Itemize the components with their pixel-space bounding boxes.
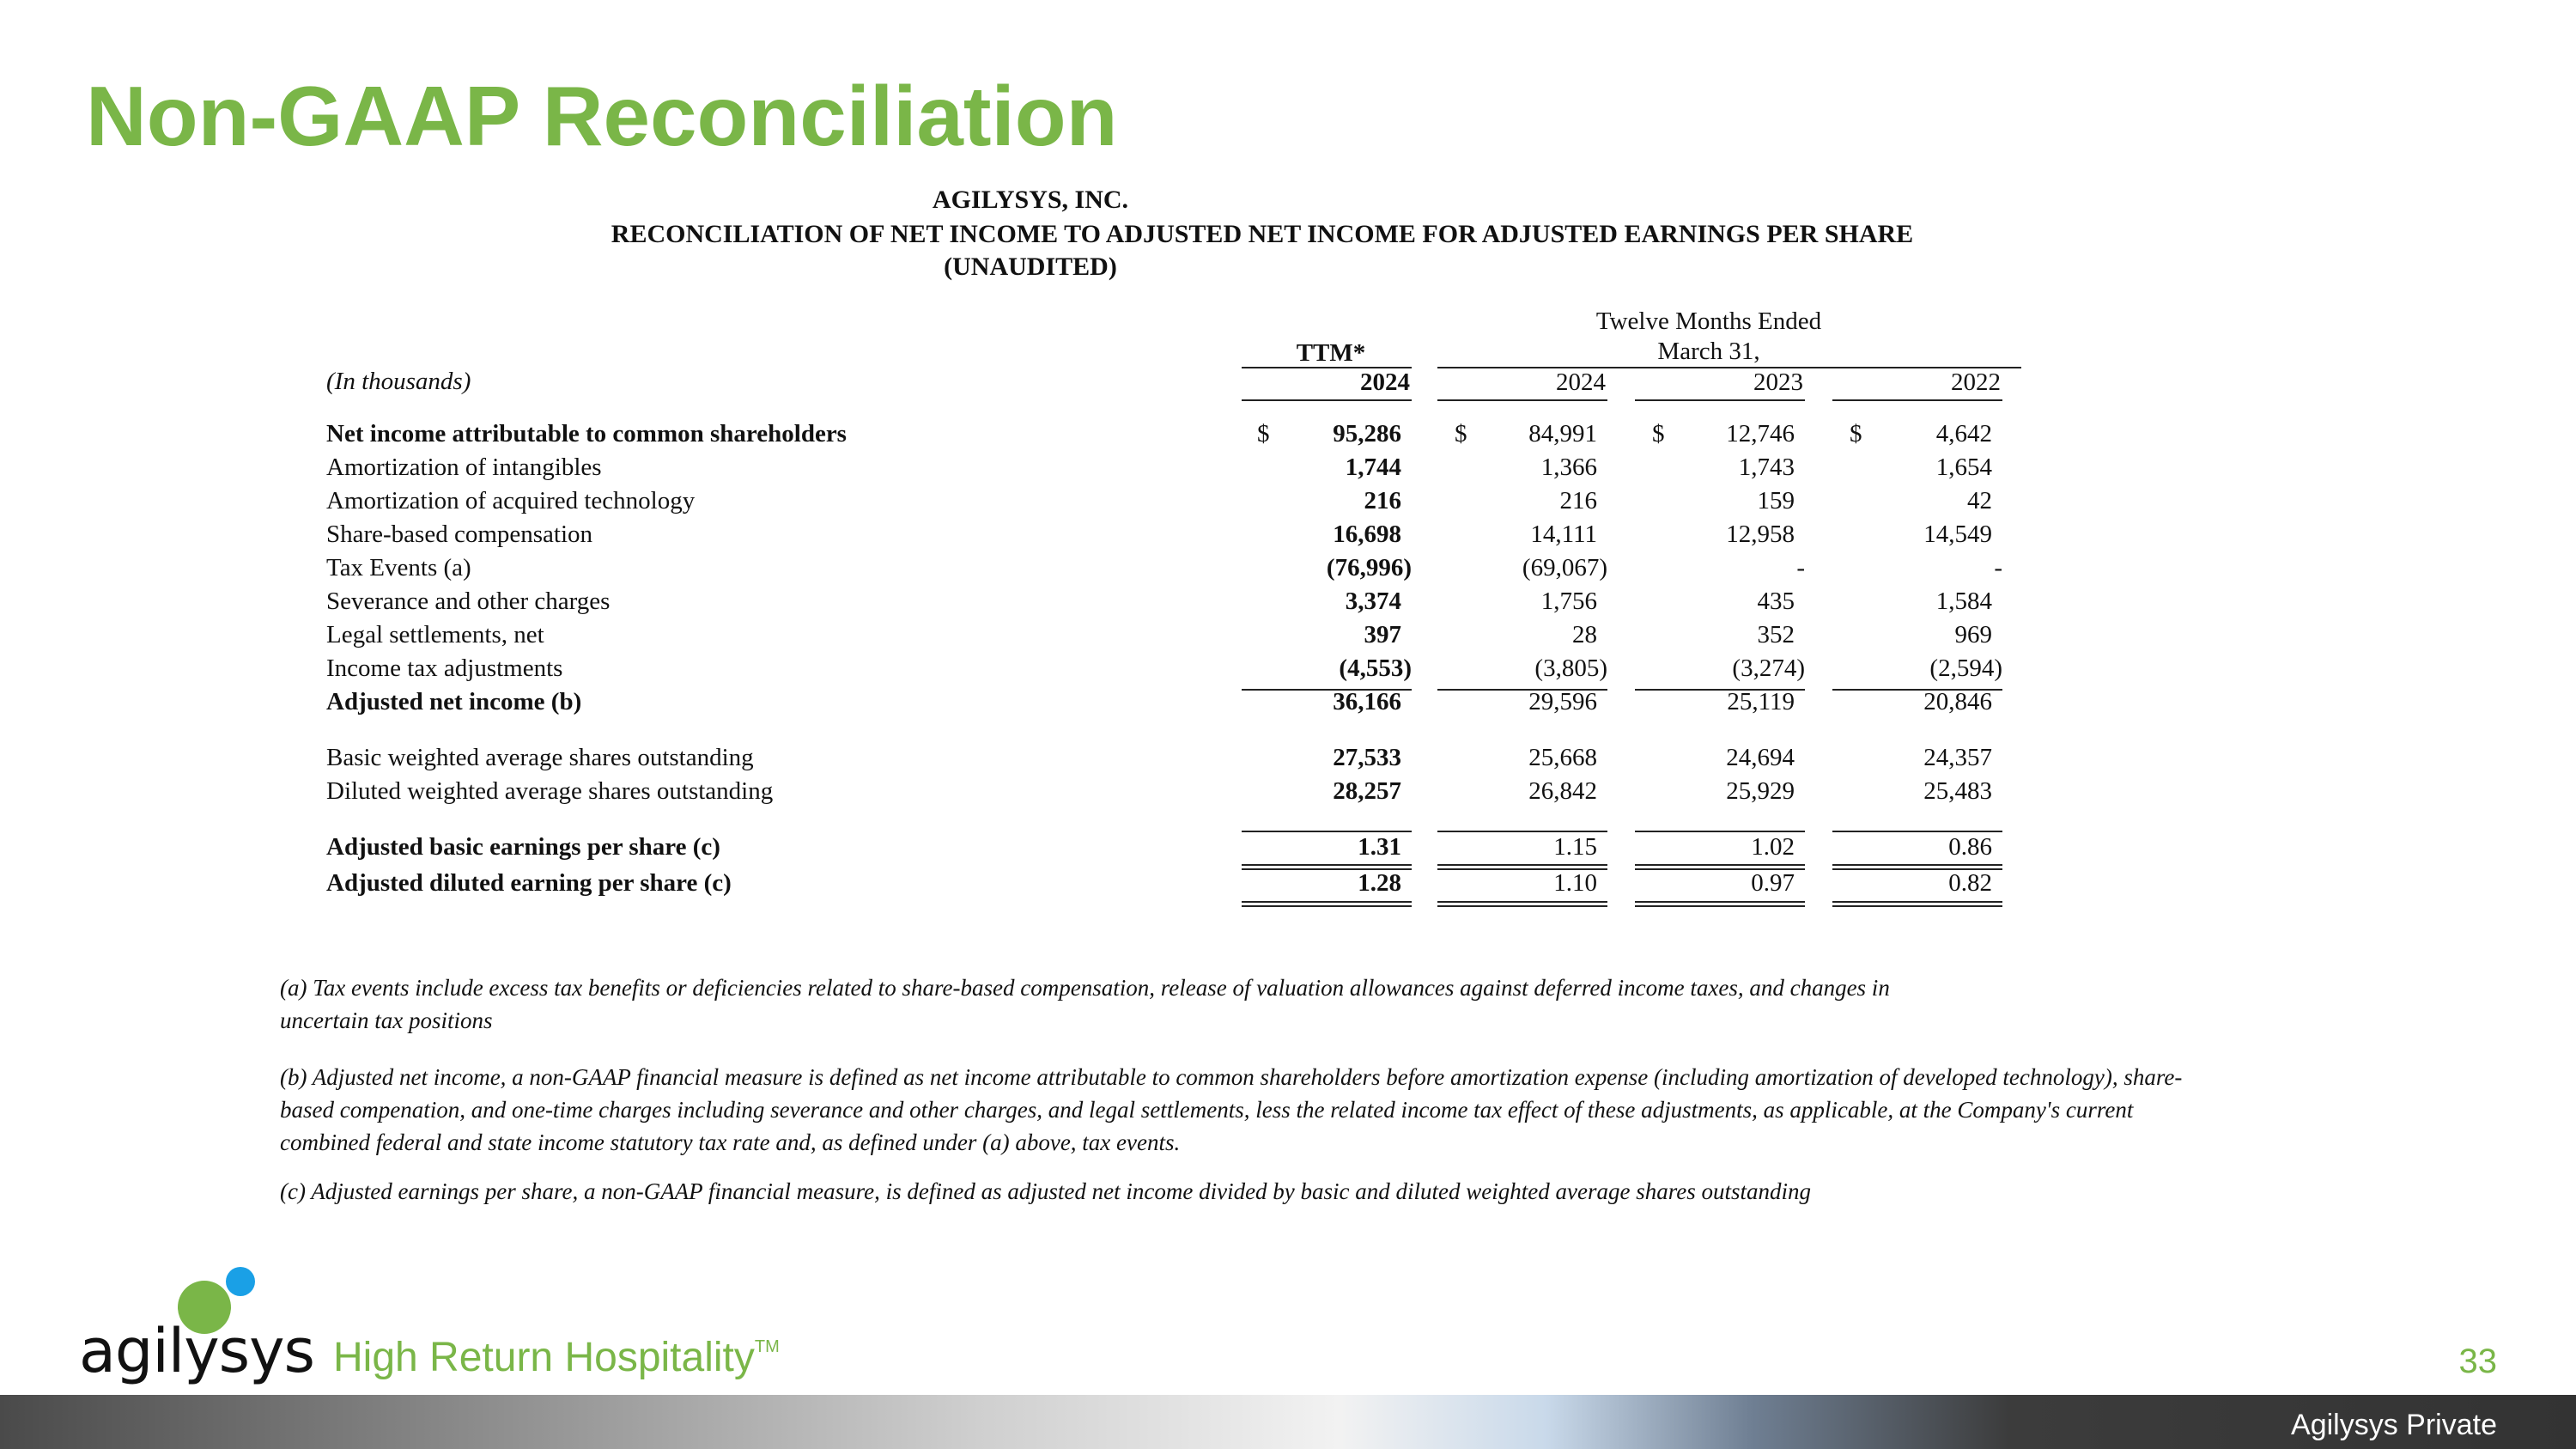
table-cell: 1.10 <box>1553 869 1597 897</box>
ttm-label: TTM* <box>1296 339 1366 367</box>
row-label: Net income attributable to common shareholders <box>326 420 847 447</box>
header-rule <box>1437 399 1607 401</box>
report-title: RECONCILIATION OF NET INCOME TO ADJUSTED NET INCOME FOR ADJUSTED EARNINGS PER SHARE <box>611 220 1914 248</box>
table-cell: (3,805) <box>1534 654 1607 682</box>
table-cell: 0.86 <box>1948 833 1992 861</box>
page-number: 33 <box>2458 1342 2497 1380</box>
footnote-b: (b) Adjusted net income, a non-GAAP financial measure is defined as net income attributable to common shareholders before amortization expense (including amortization of developed technology), share-based compenation, and one-time charges including severance and other charges, and legal settlements, less the related income tax effect of these adjustments, as applicable, at the Company's current combined federal and state income statutory tax rate and, as defined under (a) above, tax events. <box>280 1064 2183 1155</box>
eps-bottom-rule <box>1635 901 1805 903</box>
table-cell: 12,746 <box>1726 420 1795 447</box>
table-cell: - <box>1796 554 1805 581</box>
table-cell: 435 <box>1757 588 1795 615</box>
units-label: (In thousands) <box>326 368 471 395</box>
table-cell: 969 <box>1954 621 1992 648</box>
footnote-c: (c) Adjusted earnings per share, a non-GAAP financial measure, is defined as adjusted net income divided by basic and diluted weighted average shares outstanding <box>280 1178 1811 1204</box>
table-cell: 28 <box>1572 621 1597 648</box>
table-cell: (69,067) <box>1522 554 1607 581</box>
table-cell: 1,654 <box>1935 454 1992 481</box>
eps-mid-rule <box>1832 868 2002 870</box>
table-cell: 1.28 <box>1358 869 1401 897</box>
currency-symbol: $ <box>1257 420 1270 447</box>
table-cell: 24,357 <box>1923 744 1992 771</box>
eps-mid-rule <box>1437 864 1607 866</box>
table-cell: 36,166 <box>1333 688 1401 715</box>
eps-bottom-rule <box>1437 901 1607 903</box>
eps-mid-rule <box>1635 864 1805 866</box>
table-cell: 24,694 <box>1726 744 1795 771</box>
subtotal-rule <box>1242 689 1412 691</box>
subtotal-rule <box>1832 689 2002 691</box>
header-rule <box>1635 399 1805 401</box>
footnote-a: (a) Tax events include excess tax benefits or deficiencies related to share-based compensation, release of valuation allowances against deferred income taxes, and changes in uncertain tax positions <box>280 975 1890 1033</box>
table-cell: (4,553) <box>1339 654 1412 682</box>
column-header-ttm-2024: 2024 <box>1360 368 1410 396</box>
brand-wordmark: agilysys <box>79 1316 315 1386</box>
row-label: Basic weighted average shares outstanding <box>326 744 754 771</box>
table-cell: 1.02 <box>1751 833 1795 861</box>
table-cell: 1.15 <box>1553 833 1597 861</box>
table-cell: 3,374 <box>1345 588 1401 615</box>
table-cell: (2,594) <box>1929 654 2002 682</box>
row-label: Legal settlements, net <box>326 621 544 648</box>
column-header-2022: 2022 <box>1951 368 2001 396</box>
row-label: Share-based compensation <box>326 521 593 548</box>
row-label: Diluted weighted average shares outstanding <box>326 777 774 805</box>
row-label: Income tax adjustments <box>326 654 563 682</box>
trademark-mark: TM <box>754 1337 780 1356</box>
table-cell: 1,584 <box>1935 588 1992 615</box>
slide-title: Non-GAAP Reconciliation <box>86 69 1118 163</box>
eps-top-rule <box>1635 831 1805 832</box>
eps-bottom-rule <box>1832 901 2002 903</box>
tagline-text: High Return Hospitality <box>333 1335 755 1380</box>
row-label: Amortization of intangibles <box>326 454 602 481</box>
eps-bottom-rule <box>1242 905 1412 907</box>
row-label: Tax Events (a) <box>326 554 471 581</box>
subtotal-rule <box>1437 689 1607 691</box>
period-group-line2: March 31, <box>1657 338 1760 365</box>
table-cell: 28,257 <box>1333 777 1401 805</box>
eps-top-rule <box>1832 831 2002 832</box>
eps-mid-rule <box>1242 864 1412 866</box>
table-cell: - <box>1994 554 2002 581</box>
table-cell: 216 <box>1559 487 1597 514</box>
eps-top-rule <box>1242 831 1412 832</box>
table-cell: 25,483 <box>1923 777 1992 805</box>
table-cell: 14,111 <box>1530 521 1597 548</box>
report-company: AGILYSYS, INC. <box>932 186 1129 214</box>
table-cell: 14,549 <box>1923 521 1992 548</box>
currency-symbol: $ <box>1850 420 1862 447</box>
subtotal-rule <box>1635 689 1805 691</box>
table-cell: 1.31 <box>1358 833 1401 861</box>
table-cell: 216 <box>1364 487 1401 514</box>
eps-mid-rule <box>1832 864 2002 866</box>
table-cell: 1,744 <box>1345 454 1401 481</box>
table-cell: 12,958 <box>1726 521 1795 548</box>
table-cell: 25,929 <box>1726 777 1795 805</box>
table-cell: 159 <box>1757 487 1795 514</box>
table-cell: 352 <box>1757 621 1795 648</box>
currency-symbol: $ <box>1652 420 1665 447</box>
table-cell: 0.97 <box>1751 869 1795 897</box>
confidentiality-label: Agilysys Private <box>2291 1409 2497 1441</box>
row-label: Adjusted net income (b) <box>326 688 582 715</box>
header-rule <box>1832 399 2002 401</box>
row-label: Severance and other charges <box>326 588 611 615</box>
table-cell: 4,642 <box>1935 420 1992 447</box>
table-cell: 29,596 <box>1528 688 1597 715</box>
table-cell: 84,991 <box>1528 420 1597 447</box>
table-cell: 95,286 <box>1333 420 1401 447</box>
column-header-2023: 2023 <box>1753 368 1803 396</box>
table-cell: 1,366 <box>1540 454 1597 481</box>
currency-symbol: $ <box>1455 420 1467 447</box>
column-header-2024: 2024 <box>1556 368 1606 396</box>
table-cell: (3,274) <box>1732 654 1805 682</box>
report-subtitle: (UNAUDITED) <box>944 253 1117 281</box>
table-cell: 25,119 <box>1727 688 1795 715</box>
eps-mid-rule <box>1437 868 1607 870</box>
table-cell: 20,846 <box>1923 688 1992 715</box>
period-group-line1: Twelve Months Ended <box>1595 307 1822 335</box>
table-cell: 1,756 <box>1540 588 1597 615</box>
row-label: Adjusted basic earnings per share (c) <box>326 833 720 861</box>
table-cell: 0.82 <box>1948 869 1992 897</box>
eps-top-rule <box>1437 831 1607 832</box>
eps-mid-rule <box>1635 868 1805 870</box>
row-label: Amortization of acquired technology <box>326 487 696 514</box>
table-cell: 25,668 <box>1528 744 1597 771</box>
eps-bottom-rule <box>1242 901 1412 903</box>
brand-tagline <box>333 1334 780 1381</box>
table-cell: 16,698 <box>1333 521 1401 548</box>
header-rule <box>1242 399 1412 401</box>
eps-bottom-rule <box>1635 905 1805 907</box>
row-label: Adjusted diluted earning per share (c) <box>326 869 732 897</box>
footer-bar <box>0 1395 2576 1449</box>
eps-bottom-rule <box>1832 905 2002 907</box>
table-cell: (76,996) <box>1326 554 1412 581</box>
table-cell: 27,533 <box>1333 744 1401 771</box>
eps-mid-rule <box>1242 868 1412 870</box>
table-cell: 26,842 <box>1528 777 1597 805</box>
table-cell: 42 <box>1967 487 1992 514</box>
table-cell: 1,743 <box>1738 454 1795 481</box>
eps-bottom-rule <box>1437 905 1607 907</box>
table-cell: 397 <box>1364 621 1401 648</box>
